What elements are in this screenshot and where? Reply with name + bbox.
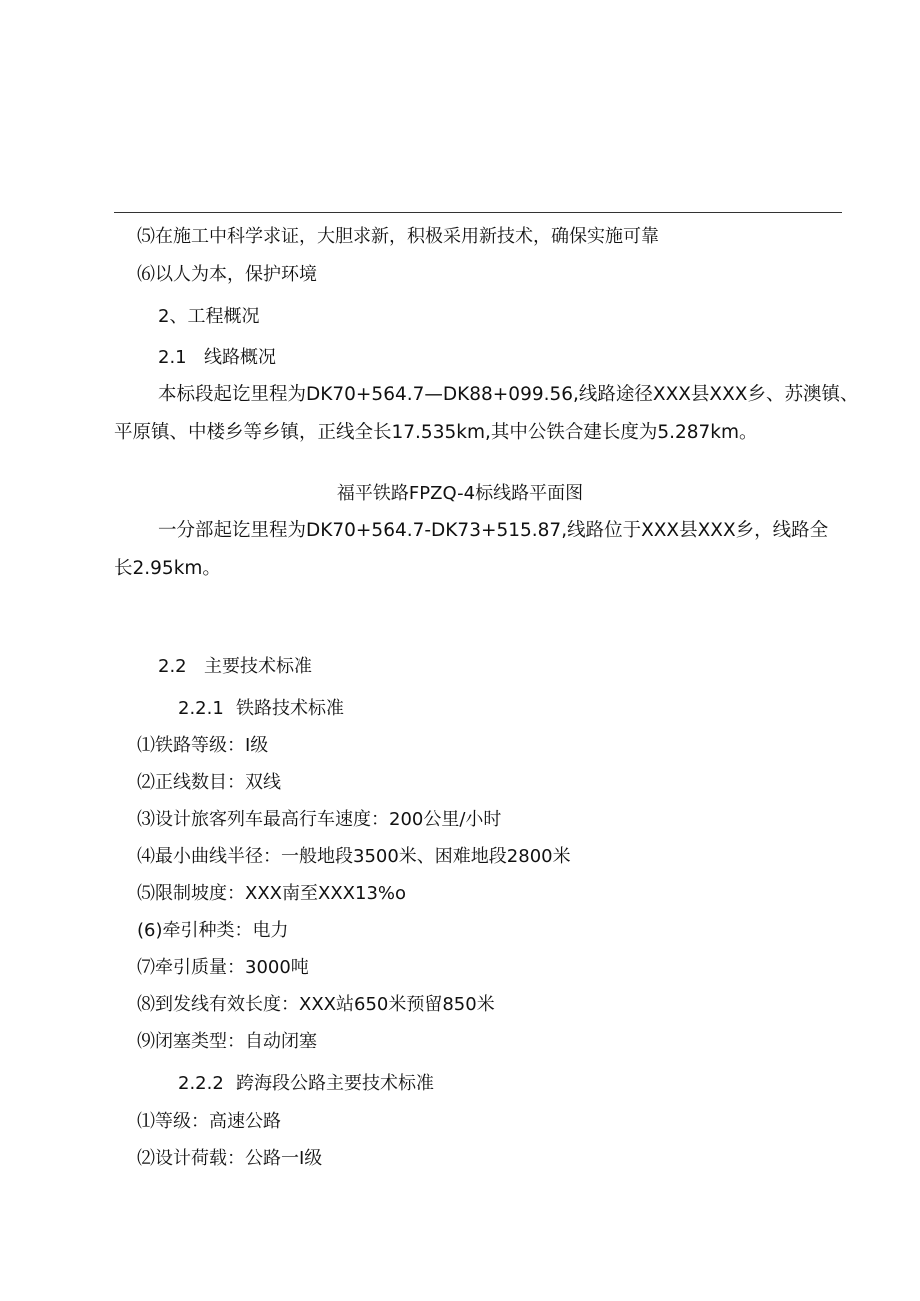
highway-standard-item: ⑵设计荷载：公路一I级 — [137, 1148, 323, 1169]
paragraph-route-line-2: 平原镇、中楼乡等乡镇，正线全长17.535km,其中公铁合建长度为5.287km。 — [114, 422, 758, 443]
paragraph-route-line-1: 本标段起讫里程为DK70+564.7—DK88+099.56,线路途径XXX县XXX乡、苏澳镇、 — [158, 384, 859, 405]
section-title: 铁路技术标准 — [236, 698, 344, 719]
section-heading-2-2-2 — [178, 1072, 434, 1096]
header-rule — [114, 212, 842, 213]
section-title: 跨海段公路主要技术标准 — [236, 1073, 434, 1094]
paragraph-division-line-1: 一分部起讫里程为DK70+564.7-DK73+515.87,线路位于XXX县XXX乡，线路全 — [158, 520, 829, 541]
section-title: 线路概况 — [204, 347, 276, 368]
section-number: 2.1 — [158, 347, 187, 368]
railway-standard-item: ⑻到发线有效长度：XXX站650米预留850米 — [137, 994, 495, 1015]
section-number: 2.2.1 — [178, 698, 224, 719]
paragraph-division-line-2: 长2.95km。 — [114, 558, 221, 579]
figure-caption: 福平铁路FPZQ-4标线路平面图 — [336, 483, 584, 504]
section-heading-2-2 — [158, 655, 312, 679]
railway-standard-item: (6)牵引种类：电力 — [137, 920, 289, 941]
railway-standard-item: ⑷最小曲线半径：一般地段3500米、困难地段2800米 — [137, 846, 571, 867]
railway-standard-item: ⑶设计旅客列车最高行车速度：200公里/小时 — [137, 809, 502, 830]
principle-item-5: ⑸在施工中科学求证，大胆求新，积极采用新技术，确保实施可靠 — [137, 226, 659, 247]
section-title: 主要技术标准 — [204, 656, 312, 677]
railway-standard-item: ⑺牵引质量：3000吨 — [137, 957, 309, 978]
section-number: 2.2.2 — [178, 1073, 224, 1094]
highway-standard-item: ⑴等级：高速公路 — [137, 1111, 281, 1132]
railway-standard-item: ⑴铁路等级：I级 — [137, 735, 269, 756]
section-heading-2-1 — [158, 346, 276, 370]
section-heading-2: 2、工程概况 — [158, 306, 260, 327]
railway-standard-item: ⑼闭塞类型：自动闭塞 — [137, 1031, 317, 1052]
railway-standard-item: ⑵正线数目：双线 — [137, 772, 281, 793]
railway-standard-item: ⑸限制坡度：XXX南至XXX13%o — [137, 883, 407, 904]
section-number: 2.2 — [158, 656, 187, 677]
principle-item-6: ⑹以人为本，保护环境 — [137, 264, 317, 285]
section-heading-2-2-1 — [178, 697, 344, 721]
